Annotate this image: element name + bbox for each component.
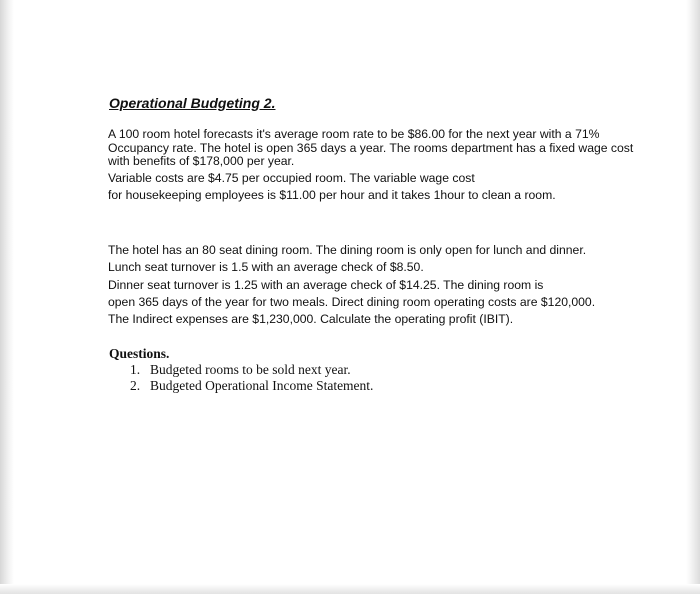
paragraph-line: open 365 days of the year for two meals. Direct dining room operating costs are $120,000. — [108, 294, 596, 309]
paragraph-line: for housekeeping employees is $11.00 per hour and it takes 1hour to clean a room. — [108, 188, 556, 202]
list-item — [130, 362, 373, 378]
paragraph-line: Variable costs are $4.75 per occupied room. The variable wage cost — [108, 170, 475, 185]
list-item-text: Budgeted Operational Income Statement. — [150, 377, 374, 393]
paragraph-rooms — [108, 128, 668, 203]
questions-heading: Questions. — [109, 346, 170, 361]
paragraph-line: with benefits of $178,000 per year. — [108, 154, 295, 168]
paragraph-line: Lunch seat turnover is 1.5 with an average check of $8.50. — [108, 260, 424, 275]
list-item — [130, 378, 373, 394]
document-title: Operational Budgeting 2. — [109, 95, 276, 111]
paragraph-line: The Indirect expenses are $1,230,000. Calculate the operating profit (IBIT). — [108, 312, 514, 327]
paragraph-line: The hotel has an 80 seat dining room. The dining room is only open for lunch and dinner. — [108, 243, 587, 257]
questions-list — [130, 362, 373, 393]
list-item-number: 1. — [130, 362, 141, 377]
paragraph-dining — [108, 242, 668, 328]
page-edge-left — [0, 0, 14, 594]
paragraph-line: Dinner seat turnover is 1.25 with an average check of $14.25. The dining room is — [108, 277, 544, 292]
list-item-text: Budgeted rooms to be sold next year. — [150, 362, 351, 377]
list-item-number: 2. — [130, 377, 141, 393]
paragraph-line: A 100 room hotel forecasts it's average room rate to be $86.00 for the next year with a 71% — [108, 127, 600, 141]
page-edge-bottom — [0, 584, 700, 594]
paragraph-line: Occupancy rate. The hotel is open 365 days a year. The rooms department has a fixed wage cost — [108, 140, 634, 155]
page-edge-right — [686, 0, 700, 594]
